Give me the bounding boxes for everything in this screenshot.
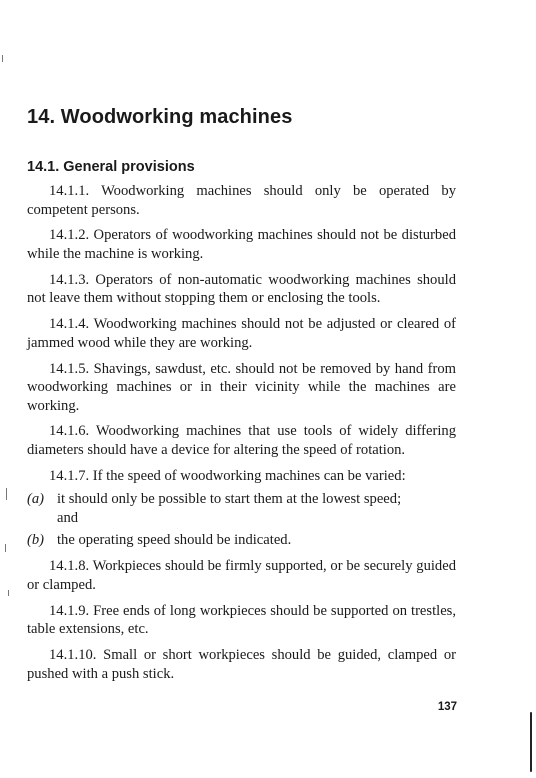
paragraph-14-1-10: 14.1.10. Small or short workpieces should be guided, clamped or pushed with a push stick. xyxy=(27,646,456,682)
list-item-b xyxy=(27,531,456,550)
list-item-text: it should only be possible to start them at the lowest speed; xyxy=(57,491,402,508)
paragraph-14-1-3: 14.1.3. Operators of non-automatic woodworking machines should not leave them without stopping them or enclosing the tools. xyxy=(27,271,456,307)
paragraph-14-1-4: 14.1.4. Woodworking machines should not be adjusted or cleared of jammed wood while they are working. xyxy=(27,316,456,351)
page-edge-shadow xyxy=(530,712,532,772)
paragraph-14-1-9: 14.1.9. Free ends of long workpieces should be supported on trestles, table extensions, etc. xyxy=(27,602,456,638)
document-body xyxy=(27,182,456,690)
section-title: 14.1. General provisions xyxy=(27,159,195,175)
paragraph-14-1-2: 14.1.2. Operators of woodworking machines should not be disturbed while the machine is working. xyxy=(27,227,456,262)
list-item-a xyxy=(27,490,456,509)
list-conjunction: and xyxy=(57,510,79,527)
scan-mark xyxy=(6,488,7,500)
scan-mark xyxy=(8,590,9,596)
scan-mark xyxy=(5,544,6,552)
paragraph-14-1-6: 14.1.6. Woodworking machines that use tools of widely differing diameters should have a device for altering the speed of rotation. xyxy=(27,423,456,459)
paragraph-14-1-7: 14.1.7. If the speed of woodworking machines can be varied: xyxy=(49,467,406,484)
list-item-text: the operating speed should be indicated. xyxy=(57,531,292,548)
scan-mark xyxy=(2,55,3,62)
chapter-title: 14. Woodworking machines xyxy=(27,106,293,128)
page-number: 137 xyxy=(437,701,457,713)
list-item-label: (a) xyxy=(27,491,45,508)
paragraph-14-1-8: 14.1.8. Workpieces should be firmly supported, or be securely guided or clamped. xyxy=(27,558,456,593)
paragraph-14-1-1: 14.1.1. Woodworking machines should only be operated by competent persons. xyxy=(27,183,456,218)
list-item-label: (b) xyxy=(27,531,45,548)
paragraph-14-1-5: 14.1.5. Shavings, sawdust, etc. should not be removed by hand from woodworking machines or in their vicinity while the machines are working. xyxy=(27,360,456,414)
